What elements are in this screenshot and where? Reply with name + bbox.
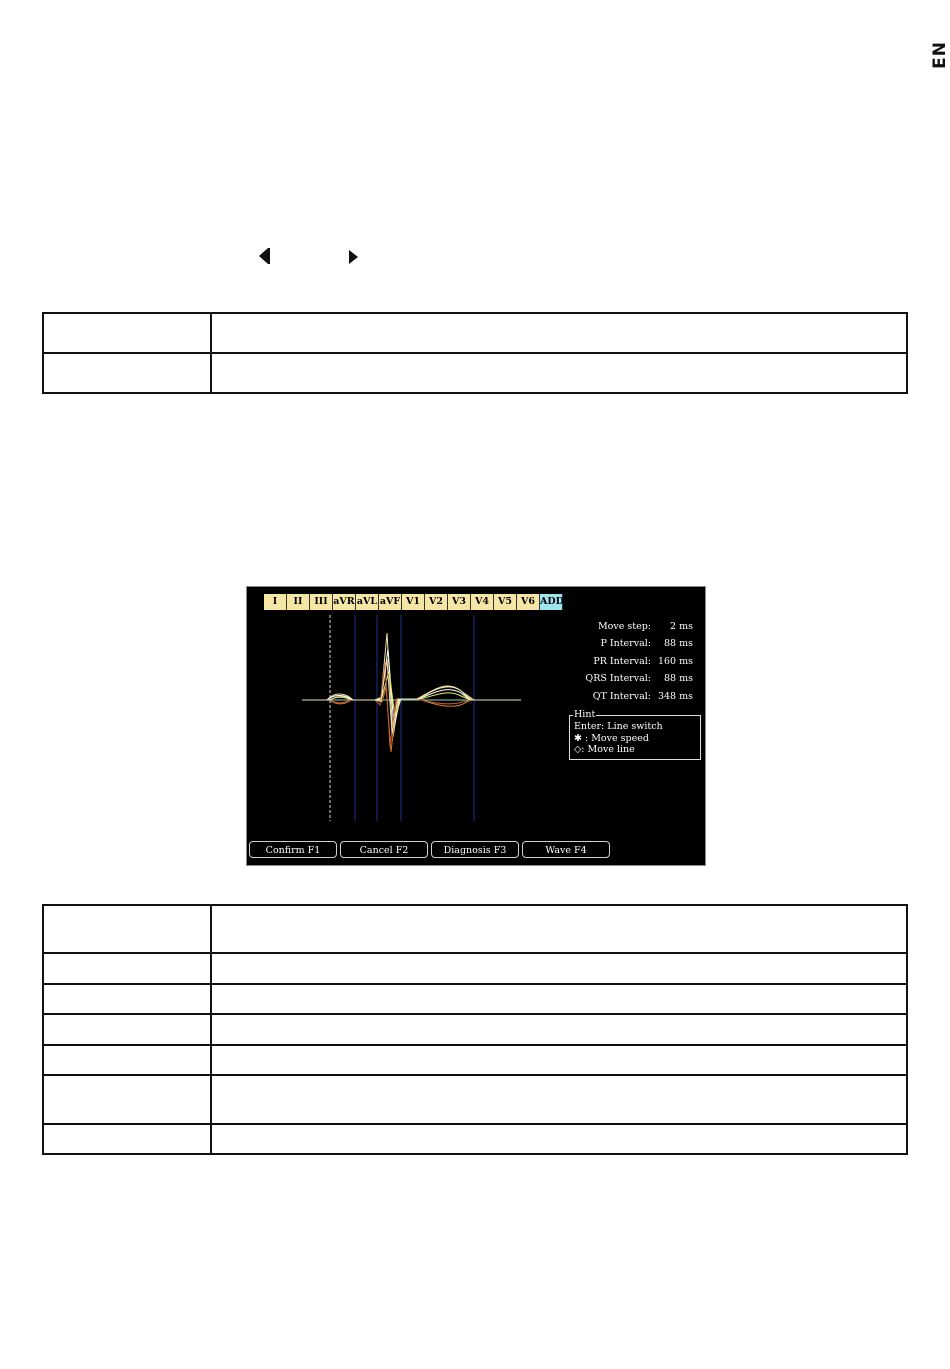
table-row <box>43 905 907 953</box>
cancel-f2-button[interactable]: Cancel F2 <box>340 841 428 858</box>
table-cell <box>43 313 211 353</box>
ecg-trace <box>302 687 521 752</box>
hint-line: ✱ : Move speed <box>574 732 649 744</box>
table-cell <box>211 353 907 393</box>
lead-tab-add[interactable]: ADD <box>540 594 563 610</box>
hint-title: Hint <box>574 709 596 720</box>
table-cell <box>211 313 907 353</box>
table-cell <box>43 353 211 393</box>
language-label: EN <box>930 41 950 69</box>
measurement-value: 2 ms <box>670 621 693 632</box>
lead-tab-ii[interactable]: II <box>287 594 310 610</box>
lead-tab-v1[interactable]: V1 <box>402 594 425 610</box>
ecg-trace <box>302 663 521 747</box>
lead-tab-v3[interactable]: V3 <box>448 594 471 610</box>
wave-f4-button[interactable]: Wave F4 <box>522 841 610 858</box>
measurement-panel <box>585 618 693 705</box>
lead-tab-v5[interactable]: V5 <box>494 594 517 610</box>
table-cell <box>211 1124 907 1154</box>
lead-tab-i[interactable]: I <box>264 594 287 610</box>
table-cell <box>43 1124 211 1154</box>
measurement-row <box>585 618 693 635</box>
table-cell <box>211 953 907 984</box>
lead-tab-avr[interactable]: aVR <box>333 594 356 610</box>
measurement-value: 160 ms <box>657 655 693 667</box>
measurement-row <box>585 670 693 687</box>
table-cell <box>43 1075 211 1124</box>
diagnosis-f3-button[interactable]: Diagnosis F3 <box>431 841 519 858</box>
table-row <box>43 1075 907 1124</box>
table-row <box>43 1014 907 1045</box>
measurement-label: Move step: <box>597 621 651 632</box>
table-cell <box>211 1014 907 1045</box>
hint-line: ◇: Move line <box>574 744 635 755</box>
table-row <box>43 353 907 393</box>
table-cell <box>43 1045 211 1075</box>
table-cell <box>211 984 907 1014</box>
table-cell <box>43 1014 211 1045</box>
table-row <box>43 313 907 353</box>
table-cell <box>43 953 211 984</box>
measurement-row <box>585 688 693 705</box>
key-function-table <box>42 312 908 394</box>
right-arrow-key-icon <box>349 250 358 264</box>
lead-tab-avl[interactable]: aVL <box>356 594 379 610</box>
hint-box <box>569 709 701 760</box>
lead-tab-v2[interactable]: V2 <box>425 594 448 610</box>
hint-line: Enter: Line switch <box>574 721 663 732</box>
measurement-description-table <box>42 904 908 1155</box>
measurement-label: QT Interval: <box>592 690 651 702</box>
table-cell <box>211 1045 907 1075</box>
ecg-measurement-screen <box>246 586 706 866</box>
table-row <box>43 1124 907 1154</box>
lead-tab-avf[interactable]: aVF <box>379 594 402 610</box>
measurement-value: 348 ms <box>657 690 693 702</box>
function-key-bar <box>249 841 613 858</box>
measurement-value: 88 ms <box>664 673 693 685</box>
table-row <box>43 1045 907 1075</box>
ecg-trace <box>302 649 521 727</box>
table-row <box>43 953 907 984</box>
measurement-row <box>585 635 693 652</box>
measurement-label: PR Interval: <box>593 655 651 667</box>
lead-tab-v6[interactable]: V6 <box>517 594 540 610</box>
table-cell <box>43 905 211 953</box>
table-cell <box>211 905 907 953</box>
table-cell <box>211 1075 907 1124</box>
table-cell <box>43 984 211 1014</box>
language-tab <box>928 38 950 72</box>
lead-tab-v4[interactable]: V4 <box>471 594 494 610</box>
left-arrow-key-icon <box>259 248 268 264</box>
measurement-label: QRS Interval: <box>585 673 651 685</box>
ecg-trace <box>302 633 521 737</box>
lead-tab-iii[interactable]: III <box>310 594 333 610</box>
measurement-row <box>585 653 693 670</box>
table-row <box>43 984 907 1014</box>
confirm-f1-button[interactable]: Confirm F1 <box>249 841 337 858</box>
measurement-label: P Interval: <box>600 638 651 650</box>
ecg-trace <box>302 671 521 717</box>
measurement-value: 88 ms <box>664 638 693 650</box>
